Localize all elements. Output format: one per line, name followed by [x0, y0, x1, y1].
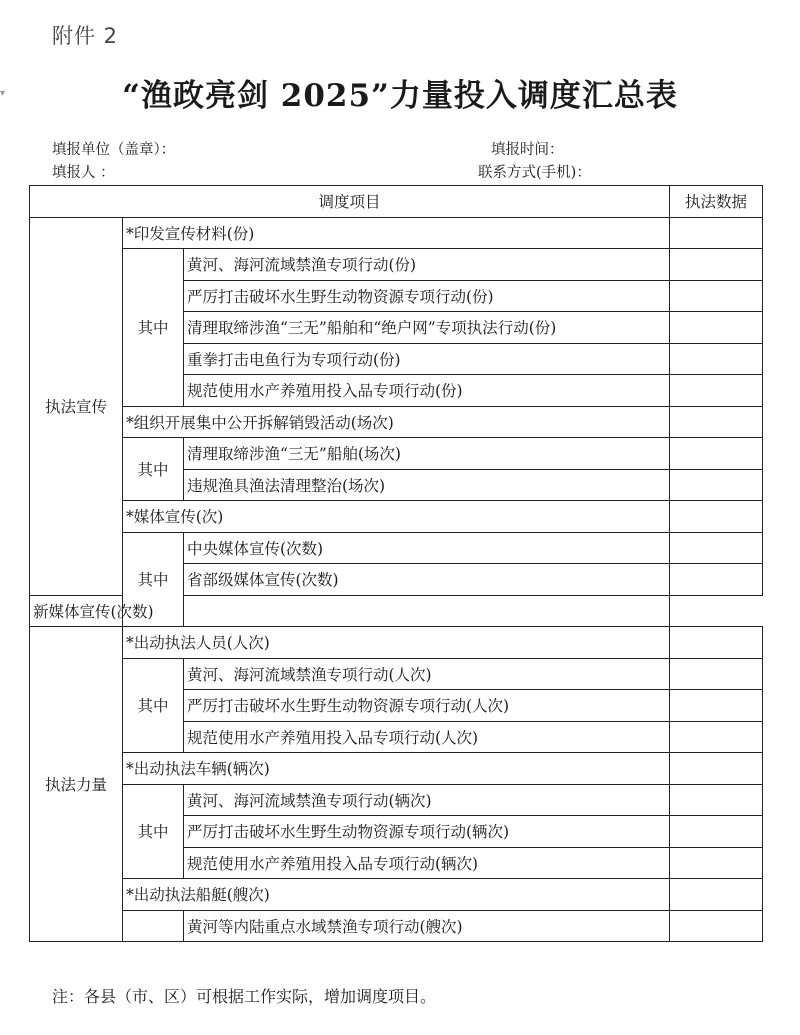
section-personnel: *出动执法人员(人次) [123, 627, 670, 659]
dispatch-summary-table [29, 185, 763, 942]
section-materials: *印发宣传材料(份) [123, 217, 670, 249]
data-cell[interactable] [670, 564, 763, 596]
table-row [30, 501, 763, 533]
table-header-row [30, 186, 763, 218]
data-cell[interactable] [670, 784, 763, 816]
fill-unit-label: 填报单位（盖章）： [52, 142, 176, 158]
table-row [30, 217, 763, 249]
header-data: 执法数据 [670, 186, 763, 218]
section-vehicles: *出动执法车辆(辆次) [123, 753, 670, 785]
sub-label-empty [123, 910, 184, 942]
item-cell: 黄河等内陆重点水域禁渔专项行动(艘次) [184, 910, 670, 942]
sub-label: 其中 [123, 438, 184, 501]
sub-label: 其中 [123, 658, 184, 753]
data-cell[interactable] [670, 627, 763, 659]
data-cell[interactable] [670, 721, 763, 753]
data-cell[interactable] [670, 753, 763, 785]
data-cell[interactable] [670, 658, 763, 690]
data-cell[interactable] [670, 501, 763, 533]
item-cell: 重拳打击电鱼行为专项行动(份) [184, 343, 670, 375]
item-cell: 中央媒体宣传(次数) [184, 532, 670, 564]
item-cell: 严厉打击破坏水生野生动物资源专项行动(份) [184, 280, 670, 312]
data-cell[interactable] [670, 816, 763, 848]
data-cell[interactable] [670, 375, 763, 407]
attachment-label: 附件 2 [52, 24, 119, 48]
data-cell[interactable] [670, 532, 763, 564]
section-vessels: *出动执法船艇(艘次) [123, 879, 670, 911]
data-cell[interactable] [670, 312, 763, 344]
data-cell[interactable] [670, 406, 763, 438]
table-row [30, 910, 763, 942]
data-cell[interactable] [670, 879, 763, 911]
table-row [30, 438, 763, 470]
footnote: 注：各县（市、区）可根据工作实际，增加调度项目。 [52, 987, 437, 1006]
data-cell[interactable] [670, 690, 763, 722]
section-media: *媒体宣传(次) [123, 501, 670, 533]
data-cell[interactable] [670, 217, 763, 249]
sub-label: 其中 [123, 249, 184, 407]
table-row [30, 784, 763, 816]
item-cell: 清理取缔涉渔“三无”船舶(场次) [184, 438, 670, 470]
contact-label: 联系方式(手机)： [478, 165, 591, 181]
data-cell[interactable] [670, 343, 763, 375]
item-cell: 严厉打击破坏水生野生动物资源专项行动(辆次) [184, 816, 670, 848]
data-cell[interactable] [670, 847, 763, 879]
data-cell[interactable] [670, 249, 763, 281]
page-title: “渔政亮剑 2025”力量投入调度汇总表 [122, 78, 678, 114]
data-cell[interactable] [670, 280, 763, 312]
fill-person-label: 填报人 ： [52, 165, 115, 181]
data-cell[interactable] [184, 595, 670, 627]
table-row [30, 627, 763, 659]
group-law-publicity: 执法宣传 [30, 217, 123, 595]
item-cell: 黄河、海河流域禁渔专项行动(份) [184, 249, 670, 281]
data-cell[interactable] [670, 469, 763, 501]
sub-label: 其中 [123, 784, 184, 879]
item-cell: 严厉打击破坏水生野生动物资源专项行动(人次) [184, 690, 670, 722]
item-cell: 省部级媒体宣传(次数) [184, 564, 670, 596]
data-cell[interactable] [670, 438, 763, 470]
section-dismantle: *组织开展集中公开拆解销毁活动(场次) [123, 406, 670, 438]
item-cell: 清理取缔涉渔“三无”船舶和“绝户网”专项执法行动(份) [184, 312, 670, 344]
item-cell: 新媒体宣传(次数) [30, 595, 123, 627]
header-item: 调度项目 [30, 186, 670, 218]
table-row [30, 753, 763, 785]
table-row [30, 406, 763, 438]
item-cell: 规范使用水产养殖用投入品专项行动(份) [184, 375, 670, 407]
item-cell: 规范使用水产养殖用投入品专项行动(人次) [184, 721, 670, 753]
item-cell: 黄河、海河流域禁渔专项行动(辆次) [184, 784, 670, 816]
item-cell: 黄河、海河流域禁渔专项行动(人次) [184, 658, 670, 690]
data-cell[interactable] [670, 910, 763, 942]
table-row [30, 658, 763, 690]
item-cell: 规范使用水产养殖用投入品专项行动(辆次) [184, 847, 670, 879]
table-row [30, 532, 763, 564]
margin-mark: ▾ [0, 88, 6, 99]
table-row [30, 249, 763, 281]
group-law-force: 执法力量 [30, 627, 123, 942]
sub-label: 其中 [123, 532, 184, 627]
item-cell: 违规渔具渔法清理整治(场次) [184, 469, 670, 501]
fill-time-label: 填报时间： [491, 142, 564, 158]
table-row [30, 879, 763, 911]
